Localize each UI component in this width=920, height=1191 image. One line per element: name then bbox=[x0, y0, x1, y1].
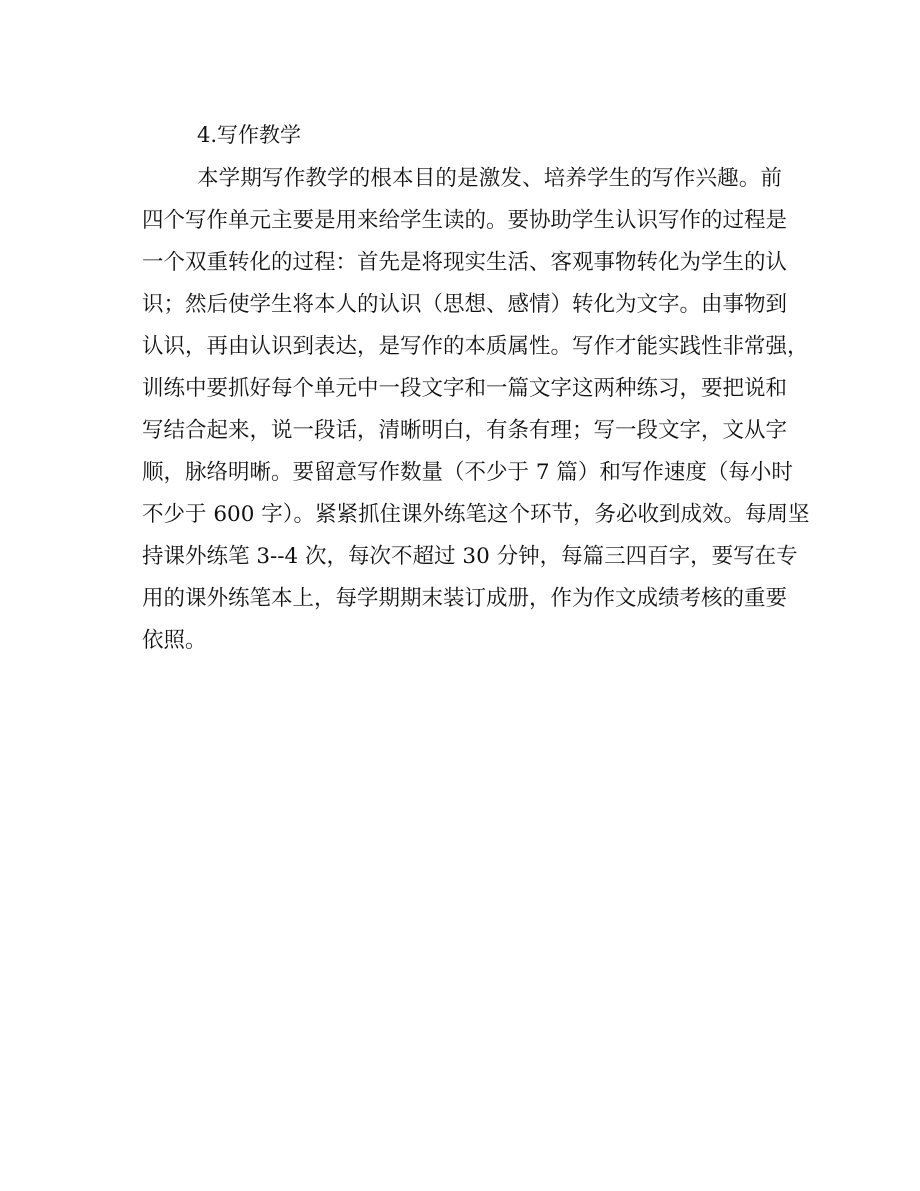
paragraph-line: 顺，脉络明晰。要留意写作数量（不少于 7 篇）和写作速度（每小时 bbox=[142, 460, 793, 485]
paragraph-line: 识；然后使学生将本人的认识（思想、感情）转化为文字。由事物到 bbox=[142, 292, 788, 317]
paragraph-line: 一个双重转化的过程：首先是将现实生活、客观事物转化为学生的认 bbox=[142, 250, 788, 275]
paragraph-line: 训练中要抓好每个单元中一段文字和一篇文字这两种练习，要把说和 bbox=[142, 376, 788, 401]
document-body bbox=[142, 113, 810, 662]
paragraph bbox=[142, 158, 810, 662]
paragraph-line: 依照。 bbox=[142, 628, 207, 653]
paragraph-line: 持课外练笔 3--4 次，每次不超过 30 分钟，每篇三四百字，要写在专 bbox=[142, 544, 798, 569]
paragraph-line: 不少于 600 字）。紧紧抓住课外练笔这个环节，务必收到成效。每周坚 bbox=[142, 502, 810, 527]
paragraph-line: 用的课外练笔本上，每学期期末装订成册，作为作文成绩考核的重要 bbox=[142, 586, 788, 611]
paragraph-line: 四个写作单元主要是用来给学生读的。要协助学生认识写作的过程是 bbox=[142, 208, 788, 233]
paragraph-line: 写结合起来，说一段话，清晰明白，有条有理；写一段文字，文从字 bbox=[142, 418, 788, 443]
paragraph-line: 本学期写作教学的根本目的是激发、培养学生的写作兴趣。前 bbox=[197, 166, 782, 191]
paragraph-line: 认识，再由认识到表达，是写作的本质属性。写作才能实践性非常强， bbox=[142, 334, 809, 359]
section-heading: 4.写作教学 bbox=[197, 123, 302, 147]
